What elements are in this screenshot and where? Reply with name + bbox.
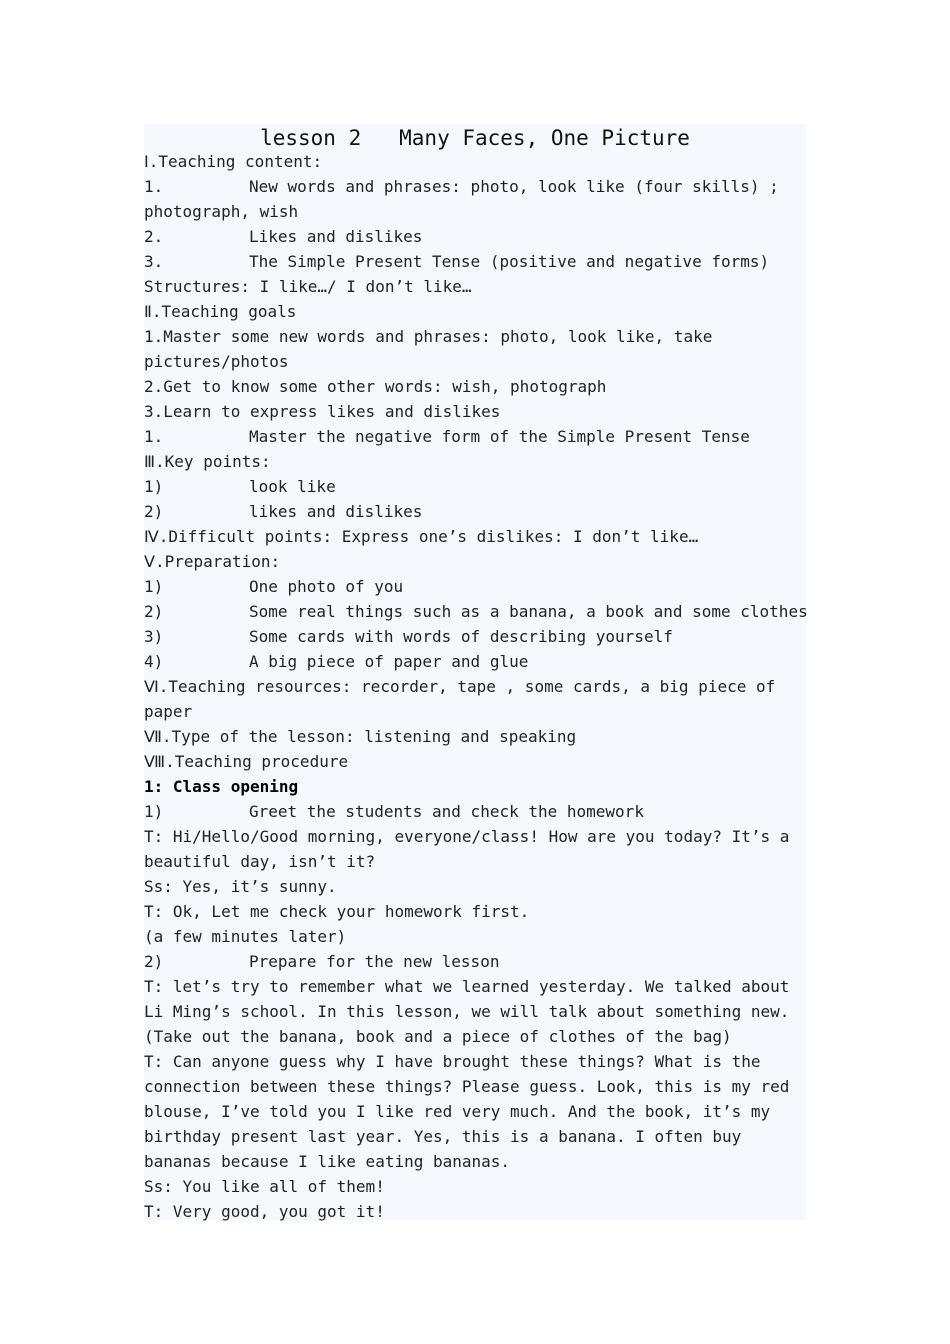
item-number: 1) — [144, 802, 164, 821]
text-line: 3.Learn to express likes and dislikes — [144, 402, 501, 421]
stage-direction: (a few minutes later) — [144, 927, 347, 946]
item-number: 2. — [144, 227, 164, 246]
item-number: 2) — [144, 602, 164, 621]
item-number: 1. — [144, 177, 164, 196]
item-text: Some cards with words of describing yourself — [249, 627, 673, 646]
dialogue-line: bananas because I like eating bananas. — [144, 1152, 511, 1171]
section-heading: Ⅶ.Type of the lesson: listening and speaking — [144, 727, 577, 746]
lesson-plan-body — [144, 124, 806, 1220]
page-title: lesson 2 Many Faces, One Picture — [260, 126, 690, 150]
item-text: Master the negative form of the Simple Present Tense — [249, 427, 750, 446]
item-text: Likes and dislikes — [249, 227, 423, 246]
item-text: Prepare for the new lesson — [249, 952, 500, 971]
item-text: Some real things such as a banana, a book and some clothes — [249, 602, 808, 621]
item-number: 2) — [144, 502, 164, 521]
section-heading: Ⅷ.Teaching procedure — [144, 752, 349, 771]
section-heading: Ⅰ.Teaching content: — [144, 152, 323, 171]
item-number: 1) — [144, 477, 164, 496]
dialogue-line: Li Ming’s school. In this lesson, we will talk about something new. — [144, 1002, 790, 1021]
dialogue-line: blouse, I’ve told you I like red very much. And the book, it’s my — [144, 1102, 771, 1121]
dialogue-line: T: Ok, Let me check your homework first. — [144, 902, 530, 921]
item-text: Greet the students and check the homework — [249, 802, 644, 821]
item-number: 1) — [144, 577, 164, 596]
item-text: A big piece of paper and glue — [249, 652, 529, 671]
dialogue-line: T: let’s try to remember what we learned yesterday. We talked about — [144, 977, 790, 996]
dialogue-line: Ss: You like all of them! — [144, 1177, 385, 1196]
section-heading: Ⅵ.Teaching resources: recorder, tape , some cards, a big piece of — [144, 677, 776, 696]
text-line: 2.Get to know some other words: wish, photograph — [144, 377, 607, 396]
dialogue-line: T: Hi/Hello/Good morning, everyone/class! How are you today? It’s a — [144, 827, 790, 846]
dialogue-line: beautiful day, isn’t it? — [144, 852, 376, 871]
text-line: 1.Master some new words and phrases: photo, look like, take — [144, 327, 713, 346]
section-heading: Ⅱ.Teaching goals — [144, 302, 297, 321]
dialogue-line: T: Very good, you got it! — [144, 1202, 385, 1221]
subsection-heading: 1: Class opening — [144, 777, 299, 796]
section-heading: Ⅳ.Difficult points: Express one’s dislikes: I don’t like… — [144, 527, 699, 546]
section-heading: Ⅴ.Preparation: — [144, 552, 281, 571]
dialogue-line: Ss: Yes, it’s sunny. — [144, 877, 337, 896]
item-number: 3. — [144, 252, 164, 271]
text-line: photograph, wish — [144, 202, 299, 221]
item-number: 1. — [144, 427, 164, 446]
item-number: 3) — [144, 627, 164, 646]
item-text: One photo of you — [249, 577, 404, 596]
item-text: likes and dislikes — [249, 502, 423, 521]
stage-direction: (Take out the banana, book and a piece of clothes of the bag) — [144, 1027, 732, 1046]
dialogue-line: T: Can anyone guess why I have brought these things? What is the — [144, 1052, 761, 1071]
text-line: pictures/photos — [144, 352, 289, 371]
item-number: 4) — [144, 652, 164, 671]
item-text: The Simple Present Tense (positive and negative forms) — [249, 252, 770, 271]
dialogue-line: connection between these things? Please guess. Look, this is my red — [144, 1077, 790, 1096]
section-heading: Ⅲ.Key points: — [144, 452, 271, 471]
item-number: 2) — [144, 952, 164, 971]
text-line: paper — [144, 702, 193, 721]
dialogue-line: birthday present last year. Yes, this is a banana. I often buy — [144, 1127, 742, 1146]
text-line: Structures: I like…/ I don’t like… — [144, 277, 472, 296]
item-text: look like — [249, 477, 336, 496]
item-text: New words and phrases: photo, look like (four skills) ; — [249, 177, 779, 196]
